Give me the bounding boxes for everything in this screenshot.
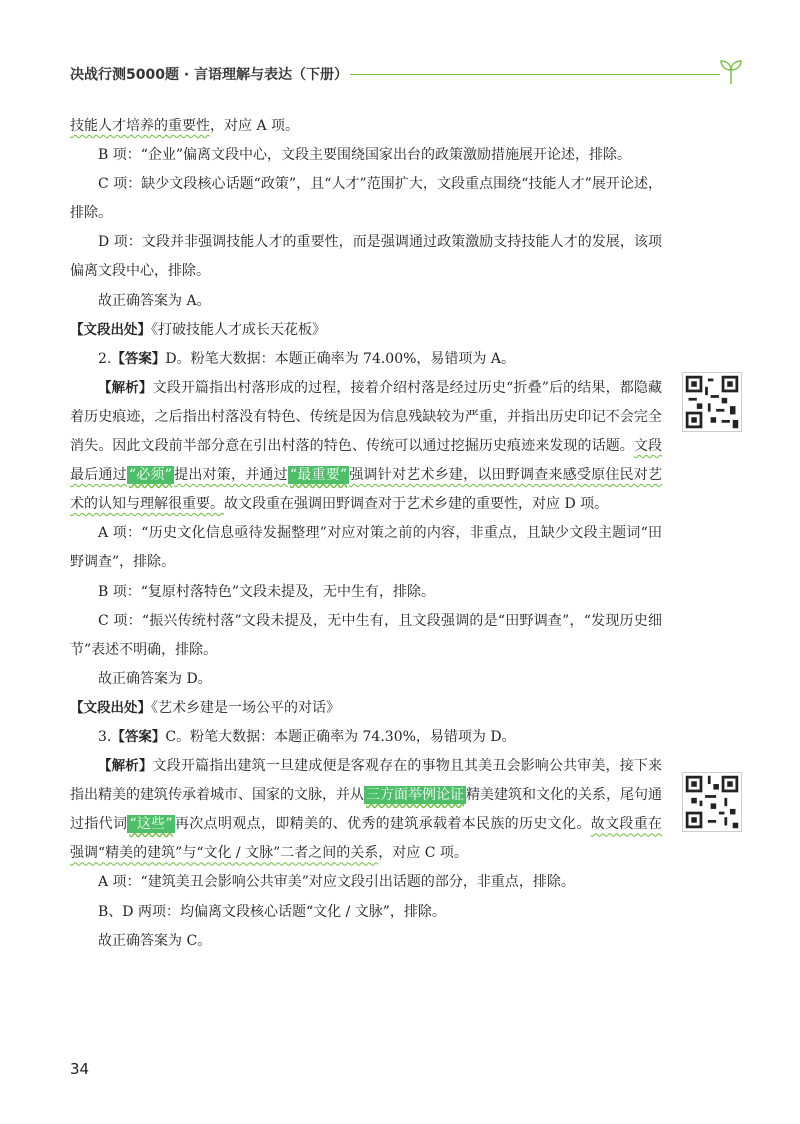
option-c-analysis: C 项：缺少文段核心话题“政策”，且“人才”范围扩大，文段重点围绕“技能人才”展开论述，排除。 bbox=[70, 176, 662, 222]
sprout-icon bbox=[716, 58, 746, 86]
highlighted-phrase: 技能人才培养的重要性 bbox=[70, 118, 210, 134]
option-c-analysis: C 项：“振兴传统村落”文段未提及，无中生有，且文段强调的是“田野调查”，“发现历史细节”表述不明确，排除。 bbox=[70, 612, 662, 658]
highlight-three-examples: 三方面举例论证 bbox=[366, 787, 464, 804]
correct-answer: 故正确答案为 A。 bbox=[98, 292, 211, 309]
page-header bbox=[70, 58, 750, 88]
source-line: 【文段出处】《艺术乡建是一场公平的对话》 bbox=[70, 699, 340, 716]
option-a-analysis: A 项：“建筑美丑会影响公共审美”对应文段引出话题的部分，非重点，排除。 bbox=[98, 874, 575, 891]
option-b-analysis: B 项：“复原村落特色”文段未提及，无中生有，排除。 bbox=[98, 583, 436, 600]
option-d-analysis: D 项：文段并非强调技能人才的重要性，而是强调通过政策激励支持技能人才的发展，该项偏离文段中心，排除。 bbox=[70, 234, 662, 280]
book-title: 决战行测5000题 · 言语理解与表达（下册） bbox=[70, 67, 349, 83]
main-content bbox=[70, 112, 662, 956]
option-a-analysis: A 项：“历史文化信息亟待发掘整理”对应对策之前的内容，非重点，且缺少文段主题词“田野调查”，排除。 bbox=[70, 525, 662, 571]
qr-code-icon[interactable] bbox=[682, 372, 742, 432]
q3-answer-line: 3.【答案】C。粉笔大数据：本题正确率为 74.30%，易错项为 D。 bbox=[98, 728, 516, 745]
highlight-these: “这些” bbox=[129, 816, 173, 833]
q2-answer-line: 2.【答案】D。粉笔大数据：本题正确率为 74.00%，易错项为 A。 bbox=[98, 350, 515, 367]
header-rule bbox=[350, 74, 720, 75]
source-line: 【文段出处】《打破技能人才成长天花板》 bbox=[70, 321, 326, 338]
q3-analysis: 【解析】文段开篇指出建筑一旦建成便是客观存在的事物且其美丑会影响公共审美，接下来指出精美的建筑传承着城市、国家的文脉，并从 三方面举例论证 精美建筑和文化的关系，尾句通过指代词 “这些” 再次点明观点，即精美的、优秀的建筑承载着本民族的历史文化。故文段重在强调“精美的建筑”与“文化 / 文脉”二者之间的关系，对应 C 项。 bbox=[70, 758, 663, 862]
page-number: 34 bbox=[70, 1060, 90, 1078]
q2-analysis: 【解析】文段开篇指出村落形成的过程，接着介绍村落是经过历史“折叠”后的结果，都隐藏着历史痕迹，之后指出村落没有特色、传统是因为信息残缺较为严重，并指出历史印记不会完全消失。因此文段前半部分意在引出村落的特色、传统可以通过挖掘历史痕迹来发现的话题。文段最后通过 “必须” 提出对策，并通过 “最重要” 强调针对艺术乡建，以田野调查来感受原住民对艺术的认知与理解很重要。故文段重在强调田野调查对于艺术乡建的重要性，对应 D 项。 bbox=[70, 379, 663, 513]
paragraph: 技能人才培养的重要性，对应 A 项。 bbox=[70, 118, 300, 134]
option-bd-analysis: B、D 两项：均偏离文段核心话题“文化 / 文脉”，排除。 bbox=[98, 903, 446, 920]
option-b-analysis: B 项：“企业”偏离文段中心，文段主要围绕国家出台的政策激励措施展开论述，排除。 bbox=[98, 147, 632, 164]
highlight-must: “必须” bbox=[128, 467, 172, 484]
correct-answer: 故正确答案为 C。 bbox=[98, 932, 212, 949]
qr-code-icon[interactable] bbox=[682, 772, 742, 832]
correct-answer: 故正确答案为 D。 bbox=[98, 670, 212, 687]
highlight-most-important: “最重要” bbox=[289, 467, 348, 484]
